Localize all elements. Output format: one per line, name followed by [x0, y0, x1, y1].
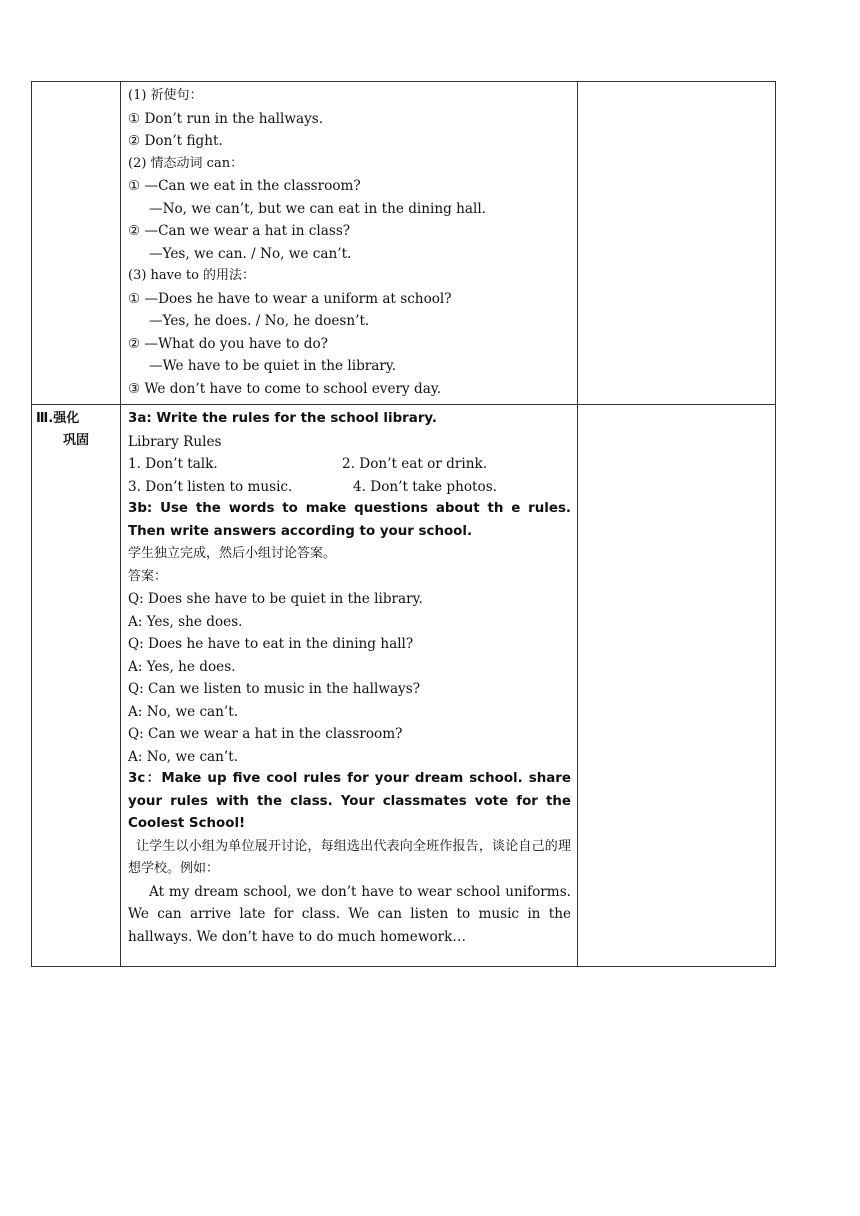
qa-line: Q: Does she have to be quiet in the library.: [128, 591, 423, 607]
answer-label: 答案：: [128, 568, 168, 584]
stage-label-line1: Ⅲ.强化: [36, 411, 80, 426]
activity-note-3b: 学生独立完成，然后小组讨论答案。: [128, 546, 337, 561]
rule-item: 1. Don’t talk.: [128, 456, 218, 472]
notes-cell-empty: [578, 82, 776, 405]
grammar-line: ③ We don’t have to come to school every day.: [128, 380, 442, 397]
qa-line: Q: Can we listen to music in the hallways?: [128, 681, 421, 697]
grammar-line: —We have to be quiet in the library.: [149, 358, 397, 374]
content-cell-activities: [121, 405, 578, 967]
rule-item: 3. Don’t listen to music.: [128, 478, 293, 495]
activity-heading-3a: 3a: Write the rules for the school library.: [128, 411, 438, 426]
stage-label-line2: 巩固: [63, 433, 90, 448]
activity-heading-3b: 3b: Use the words to make questions about th e rules. Then write answers according to your school.: [128, 501, 571, 539]
grammar-heading-imperative: (1) 祈使句：: [128, 88, 203, 103]
grammar-line: ② —Can we wear a hat in class?: [128, 223, 351, 239]
notes-cell-empty: [578, 405, 776, 967]
rule-item: 2. Don’t eat or drink.: [342, 456, 488, 472]
example-paragraph: At my dream school, we don’t have to wear school uniforms. We can arrive late for class. We can listen to music in the hallways. We don’t have to do much homework…: [128, 883, 571, 945]
grammar-line: —No, we can’t, but we can eat in the dining hall.: [149, 200, 486, 217]
grammar-line: ② Don’t fight.: [128, 133, 223, 149]
grammar-heading-have-to: (3) have to 的用法：: [128, 268, 256, 283]
grammar-line: ① Don’t run in the hallways.: [128, 110, 324, 127]
grammar-line: —Yes, we can. / No, we can’t.: [149, 245, 352, 262]
library-rules-title: Library Rules: [128, 433, 222, 450]
grammar-line: ① —Can we eat in the classroom?: [128, 178, 361, 194]
qa-line: Q: Can we wear a hat in the classroom?: [128, 726, 403, 742]
qa-line: A: Yes, he does.: [128, 658, 236, 675]
qa-line: A: No, we can’t.: [128, 703, 239, 720]
table-row-consolidation: [32, 405, 776, 967]
qa-line: A: Yes, she does.: [128, 613, 243, 630]
content-cell-grammar: [121, 82, 578, 405]
table-row-grammar: [32, 82, 776, 405]
grammar-line: ② —What do you have to do?: [128, 335, 328, 352]
activity-note-3c: 让学生以小组为单位展开讨论，每组选出代表向全班作报告，谈论自己的理想学校。例如：: [128, 838, 571, 876]
rule-item: 4. Don’t take photos.: [353, 478, 497, 495]
lesson-plan-table: [31, 81, 776, 967]
qa-line: A: No, we can’t.: [128, 748, 239, 765]
activity-heading-3c: 3c：Make up five cool rules for your dream school. share your rules with the class. Your classmates vote for the Coolest School!: [128, 771, 571, 831]
grammar-line: ① —Does he have to wear a uniform at school?: [128, 290, 452, 307]
grammar-heading-can: (2) 情态动词 can：: [128, 155, 244, 171]
stage-cell: [32, 405, 121, 967]
qa-line: Q: Does he have to eat in the dining hall?: [128, 636, 414, 652]
rules-row: [128, 476, 571, 499]
stage-cell-empty: [32, 82, 121, 405]
grammar-line: —Yes, he does. / No, he doesn’t.: [149, 313, 370, 329]
rules-row: [128, 453, 571, 476]
